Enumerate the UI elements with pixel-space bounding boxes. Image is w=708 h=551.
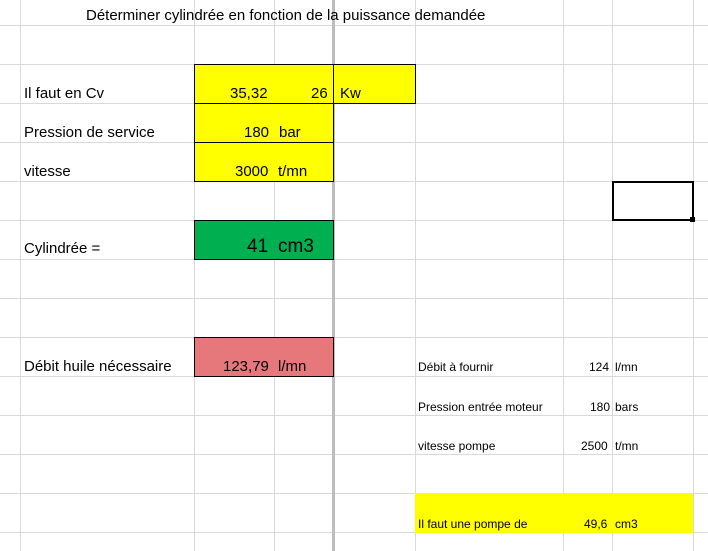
label-power-cv: Il faut en Cv [24,85,105,102]
unit-pump-result: cm3 [615,517,638,531]
unit-pump-speed: t/mn [615,439,639,453]
row-divider [0,25,708,26]
label-pump-result: Il faut une pompe de [418,517,528,531]
label-pump-pressure: Pression entrée moteur [418,400,543,414]
value-pump-flow: 124 [589,360,610,374]
value-pump-result: 49,6 [584,517,608,531]
column-divider [612,0,613,551]
value-oil-flow: 123,79 [223,358,269,375]
row-divider [0,376,708,377]
sheet-title: Déterminer cylindrée en fonction de la puissance demandée [86,7,486,24]
column-divider [20,0,21,551]
value-power-cv: 35,32 [230,85,268,102]
value-pump-speed: 2500 [581,439,608,453]
column-divider [693,0,694,551]
column-divider [563,0,564,551]
row-divider [0,181,708,182]
value-power-kw: 26 [311,85,328,102]
row-divider [0,220,708,221]
unit-pump-flow: l/mn [615,360,638,374]
row-divider [0,142,708,143]
row-divider [0,337,708,338]
row-divider [0,259,708,260]
unit-speed: t/mn [278,163,308,180]
unit-power-kw: Kw [340,85,361,102]
unit-oil-flow: l/mn [278,358,307,375]
row-divider [0,415,708,416]
value-pump-pressure: 180 [590,400,611,414]
fill-handle[interactable] [690,217,695,222]
unit-pressure: bar [279,124,301,141]
row-divider [0,454,708,455]
unit-pump-pressure: bars [615,400,639,414]
unit-displacement: cm3 [278,236,314,257]
value-displacement: 41 [247,236,269,257]
label-oil-flow: Débit huile nécessaire [24,358,172,375]
label-pump-speed: vitesse pompe [418,439,496,453]
label-pump-flow: Débit à fournir [418,360,494,374]
value-pressure: 180 [244,124,270,141]
value-speed: 3000 [235,163,269,180]
label-displacement: Cylindrée = [24,240,101,257]
row-divider [0,298,708,299]
label-speed: vitesse [24,163,71,180]
label-pressure: Pression de service [24,124,155,141]
selected-cell[interactable] [612,181,694,221]
